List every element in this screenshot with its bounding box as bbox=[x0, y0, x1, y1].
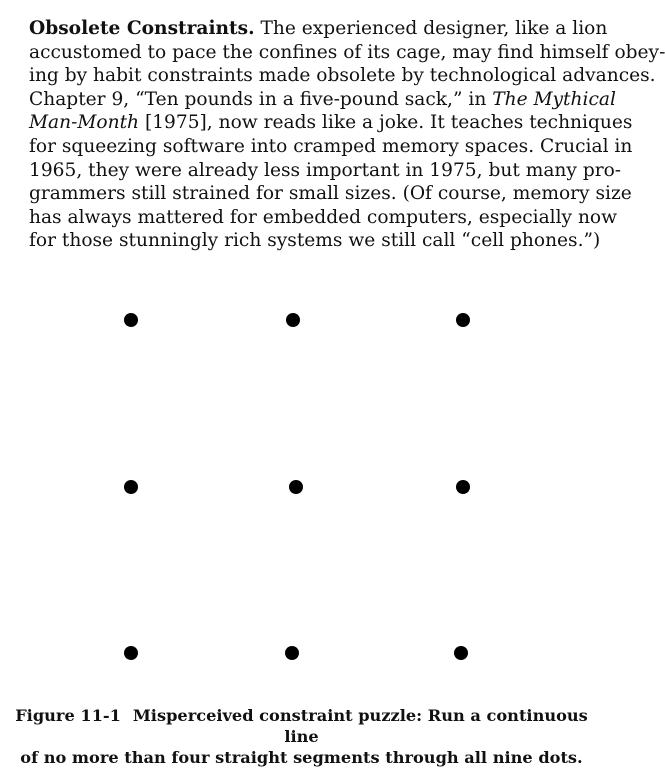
line-text: ing by habit constraints made obsolete by technological advances. bbox=[29, 65, 656, 87]
line-text: for those stunningly rich systems we still call “cell phones.”) bbox=[29, 230, 601, 252]
paragraph-line-8 bbox=[29, 182, 632, 206]
line-text: 1965, they were already less important in 1975, but many pro- bbox=[29, 159, 622, 181]
body-paragraph bbox=[29, 17, 665, 253]
line-text: accustomed to pace the confines of its cage, may find himself obey- bbox=[29, 41, 665, 63]
dot bbox=[286, 313, 300, 327]
line-text: grammers still strained for small sizes. (Of course, memory size bbox=[29, 183, 632, 205]
caption-line-1 bbox=[0, 705, 603, 747]
section-heading: Obsolete Constraints. bbox=[29, 18, 255, 39]
line-text: The experienced designer, like a lion bbox=[254, 18, 608, 39]
dot bbox=[289, 480, 303, 494]
dot bbox=[124, 313, 138, 327]
dot bbox=[456, 480, 470, 494]
line-text: [1975], now reads like a joke. It teaches techniques bbox=[139, 112, 633, 134]
caption-text: Misperceived constraint puzzle: Run a continuous line bbox=[132, 706, 588, 746]
paragraph-line-6 bbox=[29, 135, 633, 159]
paragraph-line-3 bbox=[29, 64, 656, 88]
figure-caption bbox=[0, 705, 603, 768]
paragraph-line-5 bbox=[29, 111, 633, 135]
paragraph-line-7 bbox=[29, 159, 622, 183]
line-text: Chapter 9, “Ten pounds in a five-pound sack,” in bbox=[29, 88, 493, 110]
line-text: has always mattered for embedded computers, especially now bbox=[29, 206, 618, 228]
paragraph-line-9 bbox=[29, 206, 618, 230]
dot bbox=[124, 480, 138, 494]
paragraph-line-1 bbox=[29, 17, 608, 41]
dot bbox=[285, 646, 299, 660]
dot bbox=[124, 646, 138, 660]
book-title-italic: Man-Month bbox=[29, 112, 140, 134]
paragraph-line-10 bbox=[29, 229, 601, 253]
figure-number: Figure 11-1 bbox=[15, 706, 121, 725]
book-title-italic: The Mythical bbox=[492, 88, 616, 110]
dot bbox=[454, 646, 468, 660]
caption-line-2: of no more than four straight segments through all nine dots. bbox=[20, 748, 583, 767]
dot bbox=[456, 313, 470, 327]
paragraph-line-4 bbox=[29, 88, 616, 112]
paragraph-line-2 bbox=[29, 41, 665, 65]
line-text: for squeezing software into cramped memory spaces. Crucial in bbox=[29, 135, 633, 157]
